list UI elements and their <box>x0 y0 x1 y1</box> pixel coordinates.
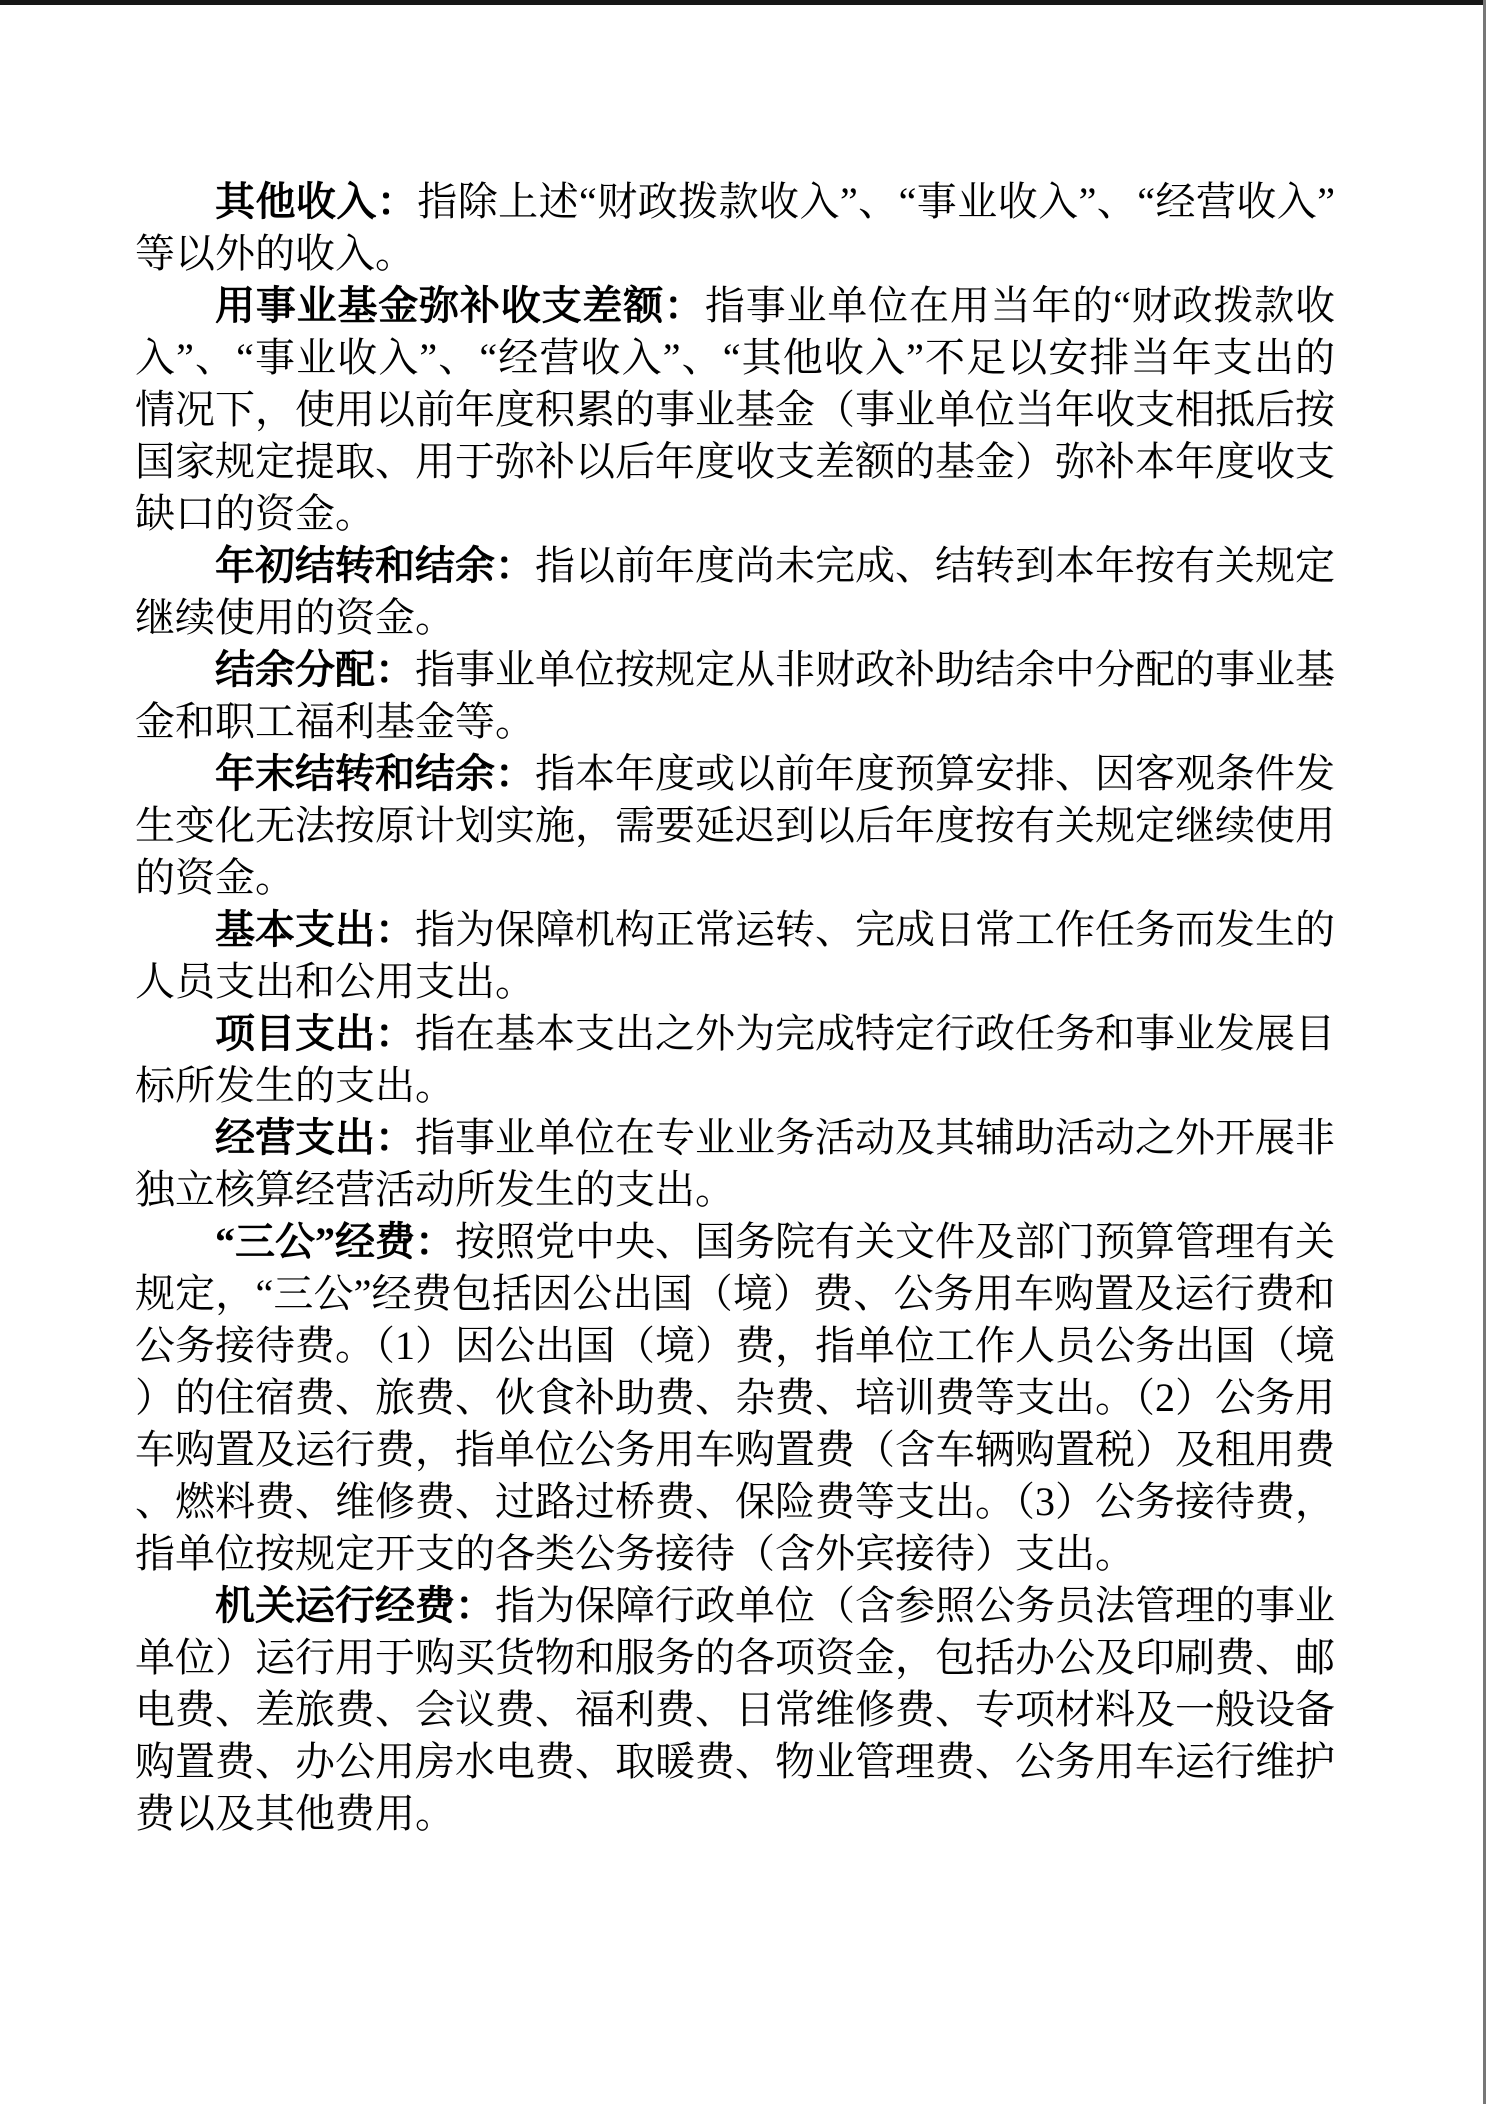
definition-text: 指本年度或以前年度预算安排、因客观条件发生变化无法按原计划实施，需要延迟到以后年度按有关规定继续使用的资金。 <box>135 751 1335 900</box>
definition-paragraph <box>135 904 1335 1008</box>
definition-paragraph <box>135 1112 1335 1216</box>
definition-term: 基本支出： <box>215 907 415 952</box>
document-body <box>135 176 1335 1840</box>
definition-term: 年初结转和结余： <box>215 543 535 588</box>
definition-text: 指事业单位在用当年的“财政拨款收入”、“事业收入”、“经营收入”、“其他收入”不足以安排当年支出的情况下，使用以前年度积累的事业基金（事业单位当年收支相抵后按国家规定提取、用于弥补以后年度收支差额的基金）弥补本年度收支缺口的资金。 <box>135 283 1335 536</box>
definition-paragraph <box>135 280 1335 540</box>
definition-term: “三公”经费： <box>215 1219 455 1264</box>
definition-text: 指除上述“财政拨款收入”、“事业收入”、“经营收入”等以外的收入。 <box>135 179 1335 276</box>
definition-term: 年末结转和结余： <box>215 751 535 796</box>
definition-term: 其他收入： <box>215 179 418 224</box>
definition-text: 指事业单位在专业业务活动及其辅助活动之外开展非独立核算经营活动所发生的支出。 <box>135 1115 1335 1212</box>
definition-text: 指以前年度尚未完成、结转到本年按有关规定继续使用的资金。 <box>135 543 1335 640</box>
definition-text: 指在基本支出之外为完成特定行政任务和事业发展目标所发生的支出。 <box>135 1011 1335 1108</box>
page-top-edge-line <box>0 0 1484 5</box>
definition-text: 按照党中央、国务院有关文件及部门预算管理有关规定，“三公”经费包括因公出国（境）费、公务用车购置及运行费和公务接待费。（1）因公出国（境）费，指单位工作人员公务出国（境）的住宿费、旅费、伙食补助费、杂费、培训费等支出。（2）公务用车购置及运行费，指单位公务用车购置费（含车辆购置税）及租用费、燃料费、维修费、过路过桥费、保险费等支出。（3）公务接待费，指单位按规定开支的各类公务接待（含外宾接待）支出。 <box>135 1219 1335 1576</box>
definition-text: 指事业单位按规定从非财政补助结余中分配的事业基金和职工福利基金等。 <box>135 647 1335 744</box>
definition-term: 用事业基金弥补收支差额： <box>215 283 705 328</box>
definition-term: 经营支出： <box>215 1115 415 1160</box>
definition-paragraph <box>135 748 1335 904</box>
definition-text: 指为保障行政单位（含参照公务员法管理的事业单位）运行用于购买货物和服务的各项资金，包括办公及印刷费、邮电费、差旅费、会议费、福利费、日常维修费、专项材料及一般设备购置费、办公用房水电费、取暖费、物业管理费、公务用车运行维护费以及其他费用。 <box>135 1583 1335 1836</box>
definition-paragraph <box>135 1580 1335 1840</box>
definition-paragraph <box>135 644 1335 748</box>
definition-paragraph <box>135 1216 1335 1580</box>
definition-paragraph <box>135 1008 1335 1112</box>
definition-term: 机关运行经费： <box>215 1583 495 1628</box>
definition-text: 指为保障机构正常运转、完成日常工作任务而发生的人员支出和公用支出。 <box>135 907 1335 1004</box>
definition-paragraph <box>135 540 1335 644</box>
page-right-edge-line <box>1483 0 1486 2104</box>
definition-paragraph <box>135 176 1335 280</box>
definition-term: 项目支出： <box>215 1011 415 1056</box>
definition-term: 结余分配： <box>215 647 415 692</box>
